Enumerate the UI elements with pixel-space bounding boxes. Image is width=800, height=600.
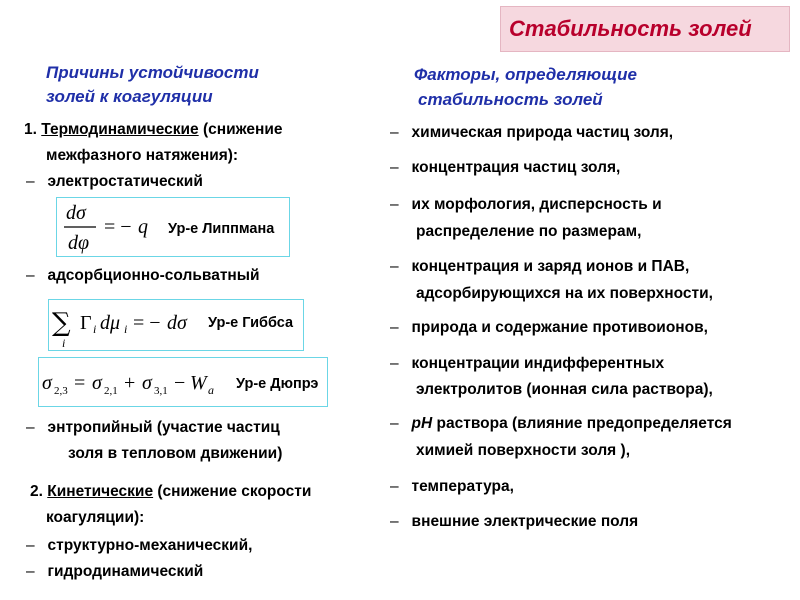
page-title: Стабильность золей bbox=[509, 16, 752, 41]
dash-bullet: – bbox=[390, 478, 399, 495]
factor-chemistry bbox=[390, 123, 673, 143]
svg-text:Γ: Γ bbox=[80, 312, 92, 334]
gibbs-formula bbox=[50, 301, 200, 349]
svg-text:i: i bbox=[62, 336, 66, 349]
svg-text:W: W bbox=[190, 372, 207, 394]
dash-bullet: – bbox=[26, 173, 35, 190]
factor-electric-fields bbox=[390, 512, 638, 532]
dash-bullet: – bbox=[390, 319, 399, 336]
dash-bullet: – bbox=[390, 415, 399, 432]
left-heading-line1: Причины устойчивости bbox=[46, 63, 259, 82]
svg-text:2,1: 2,1 bbox=[104, 385, 118, 397]
left-heading-line2: золей к коагуляции bbox=[46, 87, 213, 106]
item2-line2: коагуляции): bbox=[46, 509, 145, 526]
svg-text:σ: σ bbox=[42, 372, 52, 394]
dash-bullet: – bbox=[26, 419, 35, 436]
lippmann-label: Ур-е Липпмана bbox=[168, 221, 275, 237]
sub-hydro-text: гидродинамический bbox=[47, 563, 204, 580]
svg-text:=: = bbox=[74, 372, 86, 394]
svg-text:σ: σ bbox=[92, 372, 102, 394]
factor-indifferent bbox=[390, 354, 664, 374]
item1-keyword: Термодинамические bbox=[41, 121, 199, 138]
sub-entropy-text1: энтропийный (участие частиц bbox=[47, 419, 280, 436]
item1-line2: межфазного натяжения): bbox=[46, 147, 239, 164]
ph-symbol: pH bbox=[411, 415, 433, 432]
sub-entropy-text2: золя в тепловом движении) bbox=[68, 445, 283, 462]
factor-ions-cont: адсорбирующихся на их поверхности, bbox=[416, 285, 713, 302]
factor-text: концентрация и заряд ионов и ПАВ, bbox=[411, 258, 690, 275]
sub-adsorb bbox=[26, 266, 260, 286]
svg-text:a: a bbox=[208, 383, 214, 397]
svg-text:q: q bbox=[138, 216, 148, 238]
factor-morphology bbox=[390, 195, 662, 215]
svg-text:∑: ∑ bbox=[52, 308, 71, 338]
factor-ph bbox=[390, 414, 732, 434]
svg-text:i: i bbox=[93, 322, 97, 336]
dupre-formula bbox=[40, 361, 235, 403]
item1-number: 1. bbox=[24, 121, 37, 138]
factor-ions bbox=[390, 257, 689, 277]
dash-bullet: – bbox=[390, 513, 399, 530]
factor-text: химическая природа частиц золя, bbox=[411, 124, 674, 141]
right-heading-line2: стабильность золей bbox=[418, 90, 603, 109]
item2-rest: (снижение скорости bbox=[153, 483, 312, 500]
svg-text:σ: σ bbox=[142, 372, 152, 394]
svg-text:= −: = − bbox=[104, 216, 132, 238]
svg-text:= −: = − bbox=[133, 312, 161, 334]
factor-indifferent-cont: электролитов (ионная сила раствора), bbox=[416, 381, 713, 398]
factor-text: концентрации индифферентных bbox=[411, 355, 665, 372]
sub-struct-text: структурно-механический, bbox=[47, 537, 253, 554]
dash-bullet: – bbox=[390, 159, 399, 176]
dash-bullet: – bbox=[26, 537, 35, 554]
sub-electro bbox=[26, 172, 203, 192]
factor-ph-cont: химией поверхности золя ), bbox=[416, 442, 630, 459]
gibbs-label: Ур-е Гиббса bbox=[208, 315, 294, 331]
factor-text: внешние электрические поля bbox=[411, 513, 639, 530]
dash-bullet: – bbox=[390, 355, 399, 372]
factor-text: концентрация частиц золя, bbox=[411, 159, 621, 176]
factor-text: температура, bbox=[411, 478, 514, 495]
svg-text:−: − bbox=[174, 372, 186, 394]
sub-electro-text: электростатический bbox=[47, 173, 203, 190]
dash-bullet: – bbox=[26, 267, 35, 284]
sub-adsorb-text: адсорбционно-сольватный bbox=[47, 267, 260, 284]
svg-text:+: + bbox=[124, 372, 136, 394]
factor-concentration bbox=[390, 158, 620, 178]
item2-line1 bbox=[30, 482, 311, 502]
item2-keyword: Кинетические bbox=[47, 483, 154, 500]
dash-bullet: – bbox=[390, 124, 399, 141]
item1-rest: (снижение bbox=[198, 121, 283, 138]
dash-bullet: – bbox=[390, 258, 399, 275]
sub-hydro bbox=[26, 562, 203, 582]
factor-temperature bbox=[390, 477, 514, 497]
svg-text:3,1: 3,1 bbox=[154, 385, 168, 397]
dash-bullet: – bbox=[26, 563, 35, 580]
factor-text: раствора (влияние предопределяется bbox=[432, 415, 732, 432]
svg-text:i: i bbox=[124, 322, 128, 336]
factor-text: природа и содержание противоионов, bbox=[411, 319, 708, 336]
factor-text: их морфология, дисперсность и bbox=[411, 196, 662, 213]
svg-text:dσ: dσ bbox=[66, 202, 86, 224]
factor-counterions bbox=[390, 318, 708, 338]
sub-entropy bbox=[26, 418, 280, 438]
dash-bullet: – bbox=[390, 196, 399, 213]
svg-text:dσ: dσ bbox=[167, 312, 187, 334]
dupre-label: Ур-е Дюпрэ bbox=[236, 376, 319, 392]
svg-text:2,3: 2,3 bbox=[54, 385, 68, 397]
factor-morphology-cont: распределение по размерам, bbox=[416, 223, 642, 240]
lippmann-formula bbox=[60, 199, 170, 255]
item1-line1 bbox=[24, 120, 283, 140]
sub-struct bbox=[26, 536, 252, 556]
right-heading-line1: Факторы, определяющие bbox=[414, 65, 637, 84]
svg-text:dμ: dμ bbox=[100, 312, 121, 334]
svg-text:dφ: dφ bbox=[68, 232, 90, 254]
item2-number: 2. bbox=[30, 483, 43, 500]
